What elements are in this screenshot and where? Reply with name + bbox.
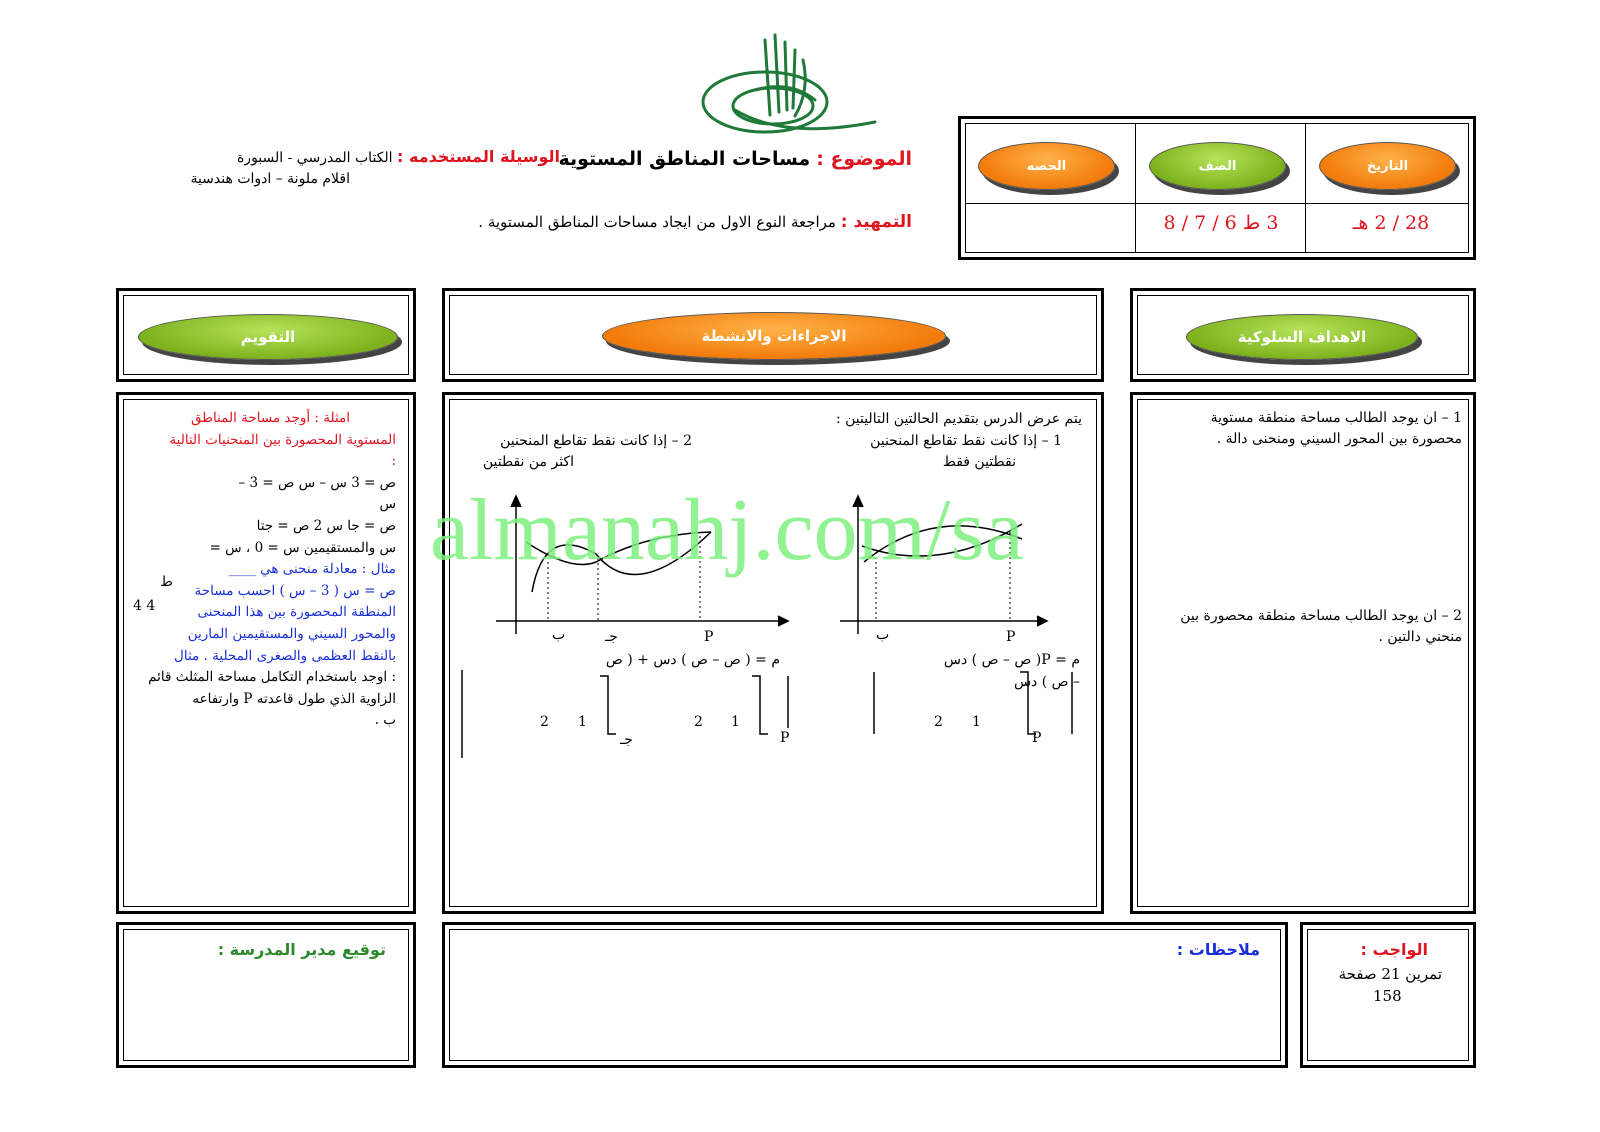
notes-label: ملاحظات : — [1176, 940, 1260, 959]
tools-line1 — [190, 146, 560, 169]
limit-p-2: P — [1032, 730, 1042, 746]
case-1-line2: نقطتين فقط — [942, 454, 1016, 470]
homework-line2: 158 — [1373, 987, 1402, 1005]
subscript-2b: 2 — [694, 714, 703, 730]
date-value: 28 / 2 هـ — [1352, 212, 1430, 234]
eval-line9: ص = س ( 3 – س ) احسب مساحة — [194, 582, 396, 599]
class-oval: الصف — [1149, 142, 1286, 190]
case-1-line1: 1 – إذا كانت نقط تقاطع المنحنين — [870, 433, 1062, 449]
case-2-line1: 2 – إذا كانت نقط تقاطع المنحنين — [500, 433, 692, 449]
date-oval: التاريخ — [1319, 142, 1456, 190]
eval-line13: : اوجد باستخدام التكامل مساحة المثلث قائم — [148, 669, 396, 686]
tools-label: الوسيلة المستخدمه : — [397, 147, 560, 166]
case-1 — [870, 431, 1062, 473]
objective-1-line1: 1 – ان يوجد الطالب مساحة منطقة مستوية — [1210, 410, 1462, 426]
graph2-x-arrow — [778, 616, 788, 626]
intro-label: التمهيد : — [840, 212, 912, 232]
intro-value: مراجعة النوع الاول من ايجاد مساحات المناطق المستوية . — [478, 213, 836, 231]
eval-line10: المنطقة المحصورة بين هذا المنحنى — [197, 604, 396, 621]
eval-line1: امثلة : أوجد مساحة المناطق — [190, 410, 350, 426]
subscript-2c: 2 — [934, 714, 943, 730]
graph2-label-j: جـ — [605, 629, 618, 645]
eval-line8: مثال : معادلة منحنى هي ____ — [228, 561, 396, 578]
procedures-intro: يتم عرض الدرس بتقديم الحالتين التاليتين : — [835, 411, 1082, 427]
objective-2-line2: منحني دالتين . — [1378, 629, 1462, 645]
eval-line15: ب . — [374, 712, 396, 729]
subscript-1a: 1 — [578, 714, 587, 730]
graph1-x-arrow — [1037, 616, 1047, 626]
subject-line — [558, 148, 912, 170]
tools-block — [190, 146, 560, 190]
tools-value1: الكتاب المدرسي - السبورة — [236, 150, 393, 166]
eval-line6: ص = جا س 2 ص = جتا — [256, 517, 396, 534]
graph2-label-b: ب — [552, 627, 566, 643]
eval-pi: ط — [160, 574, 173, 590]
objective-1-line2: محصورة بين المحور السيني ومنحنى دالة . — [1216, 431, 1462, 447]
basmala-logo — [695, 30, 885, 145]
graph1-label-p: P — [1006, 629, 1016, 645]
case-2 — [483, 431, 692, 473]
eval-line14: الزاوية الذي طول قاعدته P وارتفاعه — [192, 690, 396, 707]
graph1-label-b: ب — [876, 627, 890, 643]
integral-signs — [460, 668, 1080, 758]
eval-line5: س — [379, 496, 396, 513]
eval-line11: والمحور السيني والمستقيمين المارين — [187, 625, 396, 642]
graph2-label-p: P — [704, 629, 714, 645]
objectives-box — [1130, 392, 1476, 914]
evaluation-title: التقويم — [138, 314, 398, 360]
subscript-1c: 1 — [972, 714, 981, 730]
limit-j-1: جـ — [620, 732, 633, 748]
evaluation-text — [134, 408, 396, 732]
eval-line4: ص = 3 س – س ص = 3 – — [238, 474, 396, 491]
homework-label: الواجب : — [1360, 940, 1428, 959]
info-divider-h — [965, 203, 1469, 204]
case-2-line2: اكثر من نقطتين — [482, 454, 574, 470]
intro-line — [478, 212, 912, 233]
eval-line3: : — [391, 453, 396, 470]
homework-line1: تمرين 21 صفحة — [1338, 965, 1442, 983]
objective-1 — [1142, 408, 1462, 450]
class-value: 3 ط 6 / 7 / 8 — [1163, 212, 1279, 234]
formula-case1-main: م = P( ص – ص ) دس — [943, 652, 1080, 668]
procedures-title: الاجراءات والانشطة — [602, 312, 946, 360]
notes-box — [442, 922, 1288, 1068]
eval-line12: بالنقط العظمى والصغرى المحلية . مثال — [174, 647, 396, 664]
eval-line2: المستوية المحصورة بين المنحنيات التالية — [169, 431, 396, 448]
formula-case1-tail: – ص ) دس — [1013, 674, 1080, 690]
signature-label: توقيع مدير المدرسة : — [217, 940, 386, 959]
objective-2-line1: 2 – ان يوجد الطالب مساحة منطقة محصورة بين — [1180, 608, 1462, 624]
subject-label: الموضوع : — [816, 148, 912, 170]
limit-p-1: P — [780, 730, 790, 746]
tools-line2: اقلام ملونة – ادوات هندسية — [190, 171, 350, 187]
objectives-title: الاهداف السلوكية — [1186, 314, 1418, 360]
eval-line7: س والمستقيمين س = 0 ، س = — [209, 539, 396, 556]
subscript-1b: 1 — [731, 714, 740, 730]
period-oval: الحصه — [978, 142, 1115, 190]
objective-2 — [1142, 606, 1462, 648]
formula-case2: م = ( ص – ص ) دس + ( ص — [605, 652, 780, 668]
subject-value: مساحات المناطق المستوية — [558, 148, 811, 170]
watermark-text: almanahj.com/sa — [430, 482, 1024, 579]
subscript-2a: 2 — [540, 714, 549, 730]
eval-44: 4 4 — [133, 598, 156, 614]
